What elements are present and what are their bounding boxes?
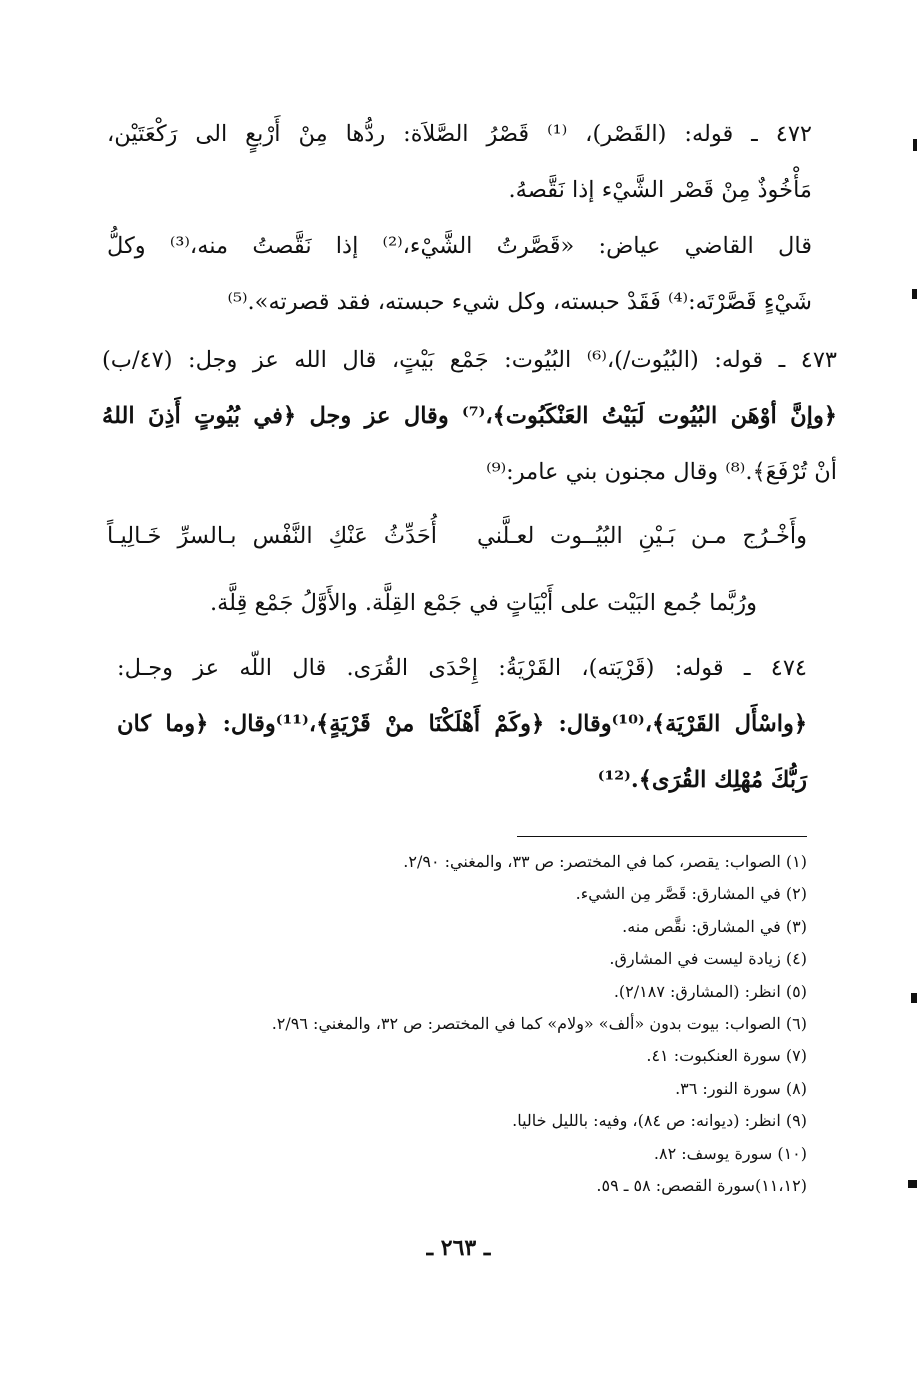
footnote-6: (٦) الصواب: بيوت بدون «ألف» «ولام» كما في المختصر: ص ٣٢، والمغني: ٢/٩٦. xyxy=(271,1014,807,1034)
qadi-iyad-quote xyxy=(107,218,812,330)
footnote-3: (٣) في المشارق: نقَّص منه. xyxy=(622,916,807,936)
scan-edge-mark xyxy=(913,139,917,151)
footnote-7: (٧) سورة العنكبوت: ٤١. xyxy=(646,1046,807,1066)
entry-474-line-3: رَبُّكَ مُهْلِك القُرَى﴾.⁽¹²⁾ xyxy=(597,767,807,793)
entry-472-line-1: ٤٧٢ ـ قوله: (القَصْر)، ⁽¹⁾ قَصْرُ الصَّلاَة: ردُّها مِنْ أَرْبعٍ الى رَكْعَتَيْن، xyxy=(107,121,812,147)
footnote-4: (٤) زيادة ليست في المشارق. xyxy=(609,949,807,969)
verse-hemistich-2: أُحَدِّثُ عَنْكِ النَّفْس بـالسرِّ خَـالِيـاً xyxy=(107,523,437,549)
entry-473 xyxy=(102,332,837,500)
entry-473-line-2: ﴿وإنَّ أوْهَن البُيُوت لَبَيْتُ العَنْكَبُوت﴾،⁽⁷⁾ وقال عز وجل ﴿في بُيُوتٍ أَذِنَ اللهُ xyxy=(102,403,837,429)
entry-474 xyxy=(117,640,807,808)
entry-474-line-1: ٤٧٤ ـ قوله: (قَرْيَته)، القَرْيَةُ: إِحْدَى القُرَى. قال اللّه عز وجـل: xyxy=(117,655,807,681)
plural-note-line-1: ورُبَّما جُمع البَيْت على أَبْيَاتٍ في جَمْع القِلَّة. والأَوَّلُ جَمْع قِلَّة. xyxy=(209,590,757,616)
poetry-verse xyxy=(107,508,807,564)
scan-edge-mark xyxy=(908,1180,917,1188)
qadi-iyad-line-1: قال القاضي عياض: «قَصَّرتُ الشَّيْء،⁽²⁾ إذا نَقَّصتُ منه،⁽³⁾ وكلُّ xyxy=(107,233,812,259)
footnotes xyxy=(107,846,807,1202)
footnote-1: (١) الصواب: يقصر، كما في المختصر: ص ٣٣، والمغني: ٢/٩٠. xyxy=(403,852,807,871)
footnote-2: (٢) في المشارق: قَصَّر مِن الشيء. xyxy=(575,884,807,904)
page-number: ـ ٢٦٣ ـ xyxy=(426,1235,491,1261)
footnote-11-12: (١١،١٢)سورة القصص: ٥٨ ـ ٥٩. xyxy=(596,1176,807,1196)
entry-474-line-2: ﴿واسْأَل القَرْيَة﴾،⁽¹⁰⁾وقال: ﴿وكَمْ أَهْلَكْنَا منْ قَرْيَةٍ﴾،⁽¹¹⁾وقال: ﴿وما كان xyxy=(117,711,808,737)
footnote-9: (٩) انظر: (ديوانه: ص ٨٤)، وفيه: بالليل خاليا. xyxy=(512,1111,807,1131)
verse-hemistich-1: وأَخْـرُج مـن بَـيْنِ البُيُــوت لعـلَّني xyxy=(477,523,807,549)
entry-472-line-2: مَأْخُوذٌ مِنْ قَصْر الشَّيْء إذا نَقَّصهُ. xyxy=(508,177,812,203)
entry-473-line-1: ٤٧٣ ـ قوله: (البُيُوت/)،⁽⁶⁾ البُيُوت: جَمْع بَيْتٍ، قال الله عز وجل: (٤٧/ب) xyxy=(102,347,838,373)
qadi-iyad-line-2: شَيْءٍ قَصَّرْتَه:⁽⁴⁾ فَقَدْ حبسته، وكل شيء حبسته، فقد قصرته».⁽⁵⁾ xyxy=(227,289,812,315)
scan-edge-mark xyxy=(911,993,917,1003)
footnote-separator xyxy=(517,836,807,837)
entry-472 xyxy=(107,106,812,218)
plural-note xyxy=(157,575,757,631)
scan-edge-mark xyxy=(912,289,917,299)
entry-473-line-3: أنْ تُرْفَعَ﴾.⁽⁸⁾ وقال مجنون بني عامر:⁽⁹⁾ xyxy=(486,459,837,485)
footnote-10: (١٠) سورة يوسف: ٨٢. xyxy=(653,1143,807,1163)
footnote-5: (٥) انظر: (المشارق: ٢/١٨٧). xyxy=(613,981,807,1001)
footnote-8: (٨) سورة النور: ٣٦. xyxy=(675,1078,807,1098)
